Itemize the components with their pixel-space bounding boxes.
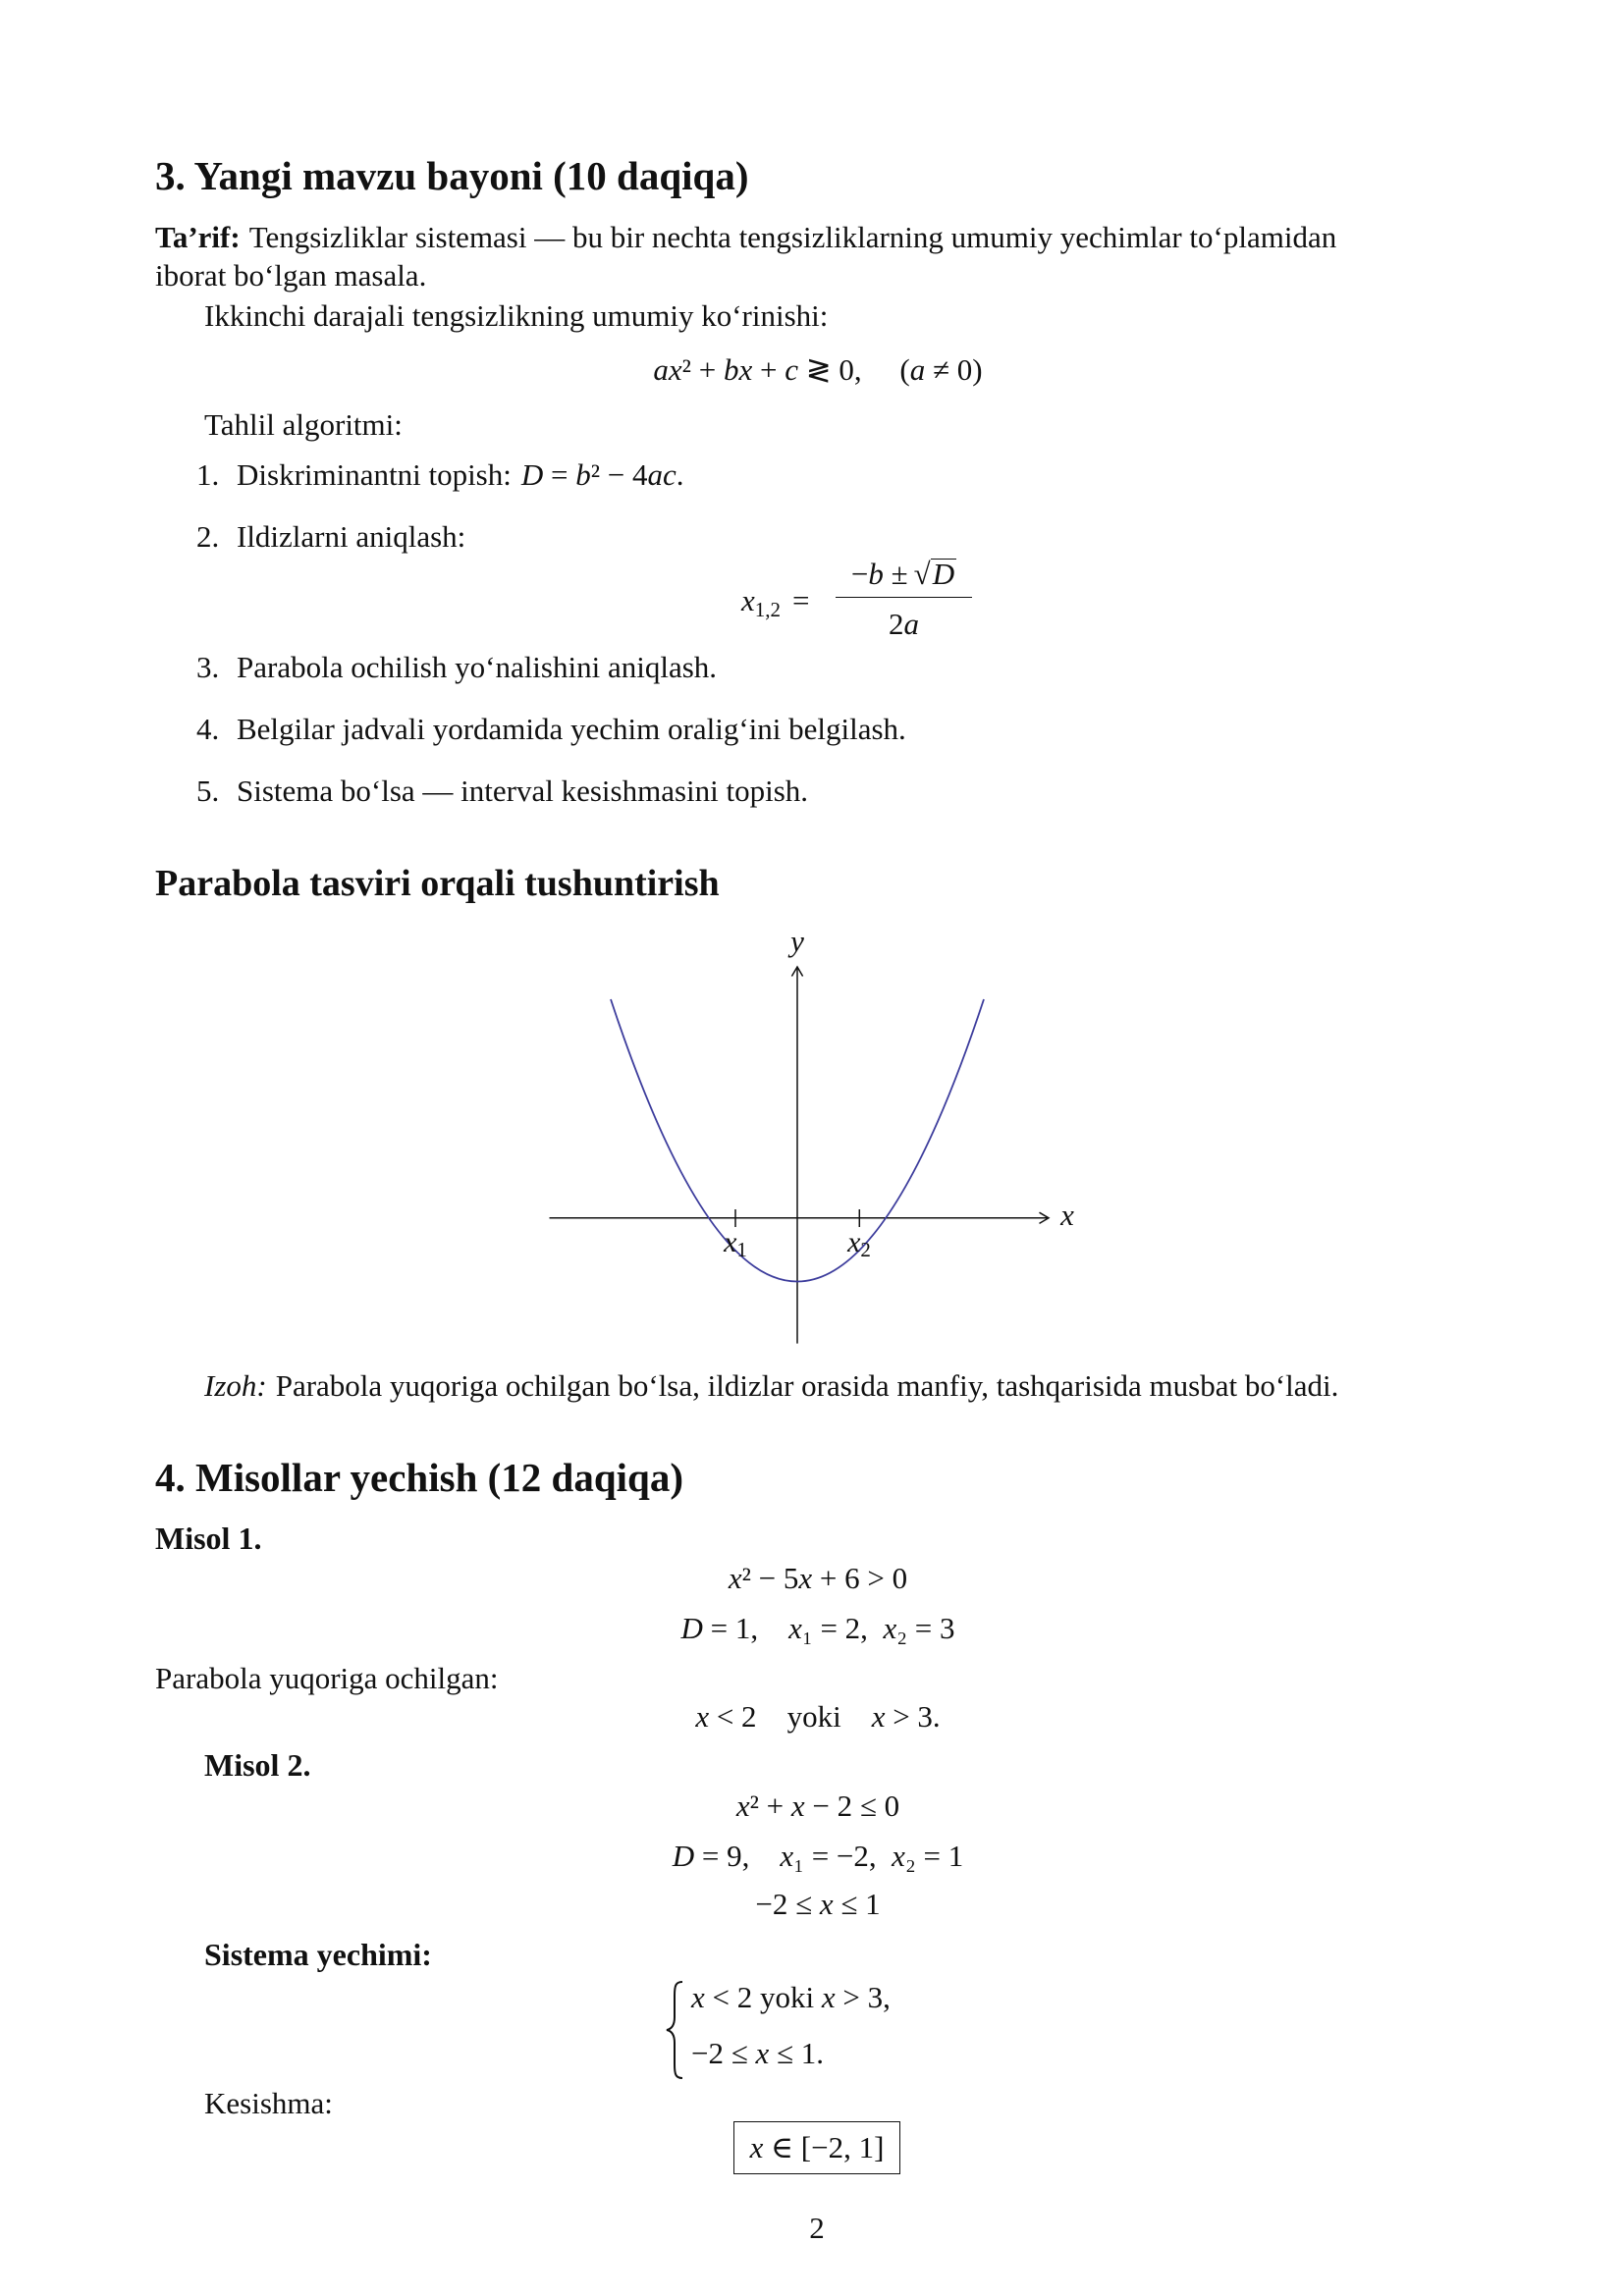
page-number: 2 (809, 2211, 825, 2245)
intersection-label: Kesishma: (204, 2086, 333, 2120)
system-solution-label: Sistema yechimi: (204, 1937, 432, 1972)
math-variable: a (909, 352, 926, 387)
math-variable: x (728, 1561, 742, 1595)
tick-label-x2 (846, 1226, 871, 1261)
math-variable: x (871, 1699, 886, 1734)
roots-numerator-text: −b ± (850, 557, 908, 591)
example-1-parabola-note: Parabola yuqoriga ochilgan: (155, 1661, 499, 1695)
math-variable: x (819, 1887, 834, 1921)
roots-numerator (836, 555, 972, 594)
math-variable: x (790, 1789, 805, 1823)
step-item-4: Belgilar jadvali yordamida yechim oralig‘ini belgilash. (237, 712, 906, 746)
math-variable: x (695, 1699, 710, 1734)
radicand: D (932, 557, 955, 591)
intersection-result-box (733, 2121, 900, 2174)
definition-text: Tengsizliklar sistemasi — bu bir nechta tengsizliklarning umumiy yechimlar to‘plamidan (248, 220, 1337, 254)
math-variable: x (798, 1561, 813, 1595)
section-heading-4: 4. Misollar yechish (12 daqiqa) (155, 1455, 683, 1500)
step-item-2: Ildizlarni aniqlash: (237, 519, 466, 554)
definition-line-1 (155, 218, 1336, 257)
tick-label-sub: 1 (736, 1238, 747, 1261)
definition-label: Ta’rif: (155, 220, 241, 254)
step-number-3: 3. (196, 650, 220, 684)
example-2-solution: −2 ≤ x ≤ 1 (755, 1887, 881, 1921)
step-number-1: 1. (196, 457, 220, 492)
roots-equals: = (792, 583, 810, 617)
intersection-result: x ∈ [−2, 1] (749, 2130, 885, 2164)
example-2-inequality: x² + x − 2 ≤ 0 (735, 1789, 900, 1823)
example-1-solution: x < 2 yoki x > 3. (695, 1699, 941, 1734)
math-variable: x (821, 1980, 836, 2014)
parabola-section-heading: Parabola tasviri orqali tushuntirish (155, 863, 720, 904)
roots-denominator: 2a (889, 607, 919, 641)
parabola-figure (530, 923, 1100, 1355)
math-variable: D (520, 457, 544, 492)
math-variable: b (575, 457, 591, 492)
tick-label-x1 (723, 1226, 747, 1261)
figure-note (204, 1366, 1338, 1406)
roots-variable: x (741, 583, 755, 617)
step-number-4: 4. (196, 712, 220, 746)
note-label: Izoh: (204, 1368, 267, 1403)
math-variable: x (788, 1611, 802, 1645)
discriminant-formula: D = b² − 4ac. (520, 457, 684, 492)
math-variable: x (755, 2036, 770, 2070)
math-variable: x (691, 1980, 705, 2014)
note-text: Parabola yuqoriga ochilgan bo‘lsa, ildizlar orasida manfiy, tashqarisida musbat bo‘ladi. (275, 1368, 1339, 1403)
step-number-5: 5. (196, 774, 220, 808)
math-variable: a (903, 607, 919, 641)
math-variable: D (680, 1611, 703, 1645)
roots-formula-lhs (741, 581, 810, 623)
system-line-2: −2 ≤ x ≤ 1. (691, 2036, 825, 2070)
math-variable: x (749, 2130, 764, 2164)
system-line-1: x < 2 yoki x > 3, (691, 1980, 891, 2014)
step-number-2: 2. (196, 519, 220, 554)
math-variable: b (868, 557, 884, 591)
y-axis-label: y (790, 924, 804, 958)
example-1-inequality: x² − 5x + 6 > 0 (728, 1561, 908, 1595)
tick-label-var: x (847, 1226, 861, 1258)
math-variable: x (892, 1839, 905, 1873)
section-heading-3: 3. Yangi mavzu bayoni (10 daqiqa) (155, 153, 749, 198)
example-1-label: Misol 1. (155, 1521, 262, 1556)
math-variable: bx (723, 352, 753, 387)
radical-sign: √ (913, 557, 931, 591)
step-item-1 (237, 455, 684, 495)
math-variable: ax (653, 352, 682, 387)
math-variable: D (672, 1839, 695, 1873)
example-2-roots: D = 9, x₁ = −2, x₂ = 1 (672, 1839, 964, 1873)
general-form-intro: Ikkinchi darajali tengsizlikning umumiy ko‘rinishi: (204, 298, 829, 333)
math-variable: x (883, 1611, 897, 1645)
step-text: Diskriminantni topish: (237, 457, 512, 492)
fraction-bar (836, 597, 972, 598)
math-variable: c (785, 352, 798, 387)
tick-label-var: x (724, 1226, 737, 1258)
step-item-3: Parabola ochilish yo‘nalishini aniqlash. (237, 650, 718, 684)
definition-line-2: iborat bo‘lgan masala. (155, 258, 427, 293)
math-variable: x (735, 1789, 750, 1823)
math-variable: ac (647, 457, 677, 492)
math-variable: x (780, 1839, 794, 1873)
algorithm-title: Tahlil algoritmi: (204, 407, 403, 442)
tick-label-sub: 2 (860, 1238, 871, 1261)
roots-subscript: 1,2 (754, 598, 782, 621)
general-form-formula: ax² + bx + c ≷ 0, (a ≠ 0) (653, 352, 983, 387)
step-item-5: Sistema bo‘lsa — interval kesishmasini topish. (237, 774, 809, 808)
example-2-label: Misol 2. (204, 1747, 311, 1783)
x-axis-label: x (1060, 1198, 1074, 1232)
system-brace (664, 1980, 685, 2080)
example-1-roots: D = 1, x₁ = 2, x₂ = 3 (680, 1611, 955, 1645)
